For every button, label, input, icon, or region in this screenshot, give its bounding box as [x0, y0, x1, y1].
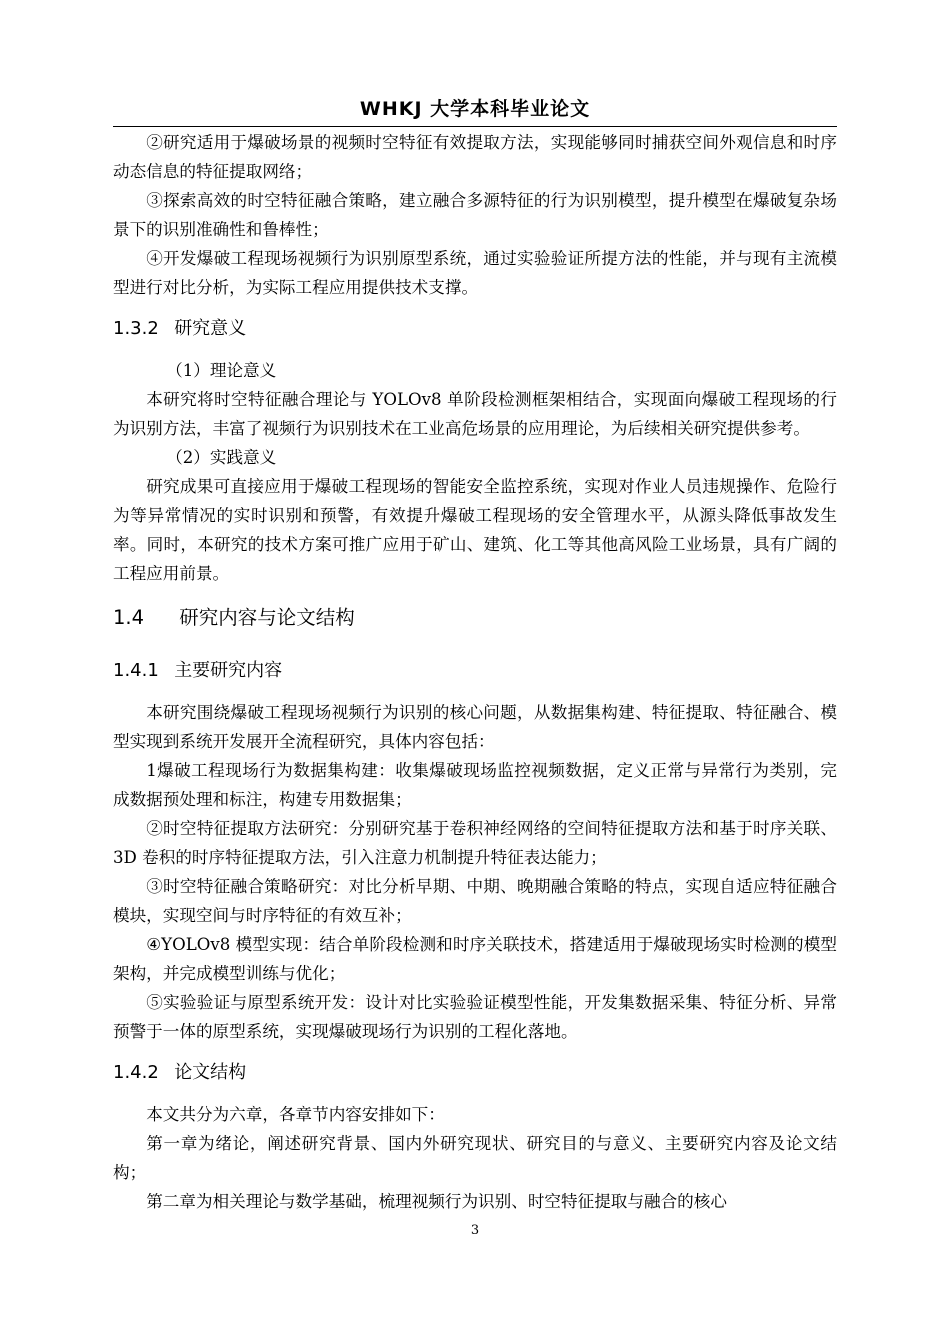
paragraph-practice: 研究成果可直接应用于爆破工程现场的智能安全监控系统，实现对作业人员违规操作、危险行为等异常情况的实时识别和预警，有效提升爆破工程现场的安全管理水平，从源头降低事故发生率。同时，本研究的技术方案可推广应用于矿山、建筑、化工等其他高风险工业场景，具有广阔的工程应用前景。: [113, 477, 837, 583]
header-title: WHKJ 大学本科毕业论文: [359, 98, 591, 120]
section-number: 1.3.2: [113, 318, 159, 339]
section-title: 研究意义: [174, 318, 247, 339]
paragraph-chapter-1: 第一章为绪论，阐述研究背景、国内外研究现状、研究目的与意义、主要研究内容及论文结构；: [113, 1134, 837, 1182]
section-title: 主要研究内容: [174, 660, 283, 681]
document-body: [113, 128, 837, 1216]
page-header: [113, 92, 837, 127]
section-number: 1.4: [113, 606, 145, 629]
section-heading-1-4-2: [113, 1046, 837, 1100]
paragraph-content-5: ⑤实验验证与原型系统开发：设计对比实验验证模型性能，开发集数据采集、特征分析、异常预警于一体的原型系统，实现爆破现场行为识别的工程化落地。: [113, 993, 837, 1041]
paragraph-objective-2: ②研究适用于爆破场景的视频时空特征有效提取方法，实现能够同时捕获空间外观信息和时序动态信息的特征提取网络；: [113, 133, 837, 181]
paragraph-structure-intro: 本文共分为六章，各章节内容安排如下：: [146, 1105, 445, 1124]
section-number: 1.4.2: [113, 1062, 159, 1083]
paragraph-objective-3: ③探索高效的时空特征融合策略，建立融合多源特征的行为识别模型，提升模型在爆破复杂场景下的识别准确性和鲁棒性；: [113, 191, 837, 239]
section-number: 1.4.1: [113, 660, 159, 681]
section-heading-1-3-2: [113, 302, 837, 356]
paragraph-content-4: ④YOLOv8 模型实现：结合单阶段检测和时序关联技术，搭建适用于爆破现场实时检测的模型架构，并完成模型训练与优化；: [113, 935, 837, 983]
section-heading-1-4: [113, 588, 837, 644]
paragraph-content-1: 1爆破工程现场行为数据集构建：收集爆破现场监控视频数据，定义正常与异常行为类别，完成数据预处理和标注，构建专用数据集；: [113, 761, 837, 809]
subheading-theory: （1）理论意义: [166, 361, 277, 380]
section-title: 论文结构: [174, 1062, 247, 1083]
page-number: 3: [470, 1223, 480, 1238]
paragraph-content-3: ③时空特征融合策略研究：对比分析早期、中期、晚期融合策略的特点，实现自适应特征融合模块，实现空间与时序特征的有效互补；: [113, 877, 837, 925]
section-title: 研究内容与论文结构: [179, 606, 355, 629]
paragraph-theory: 本研究将时空特征融合理论与 YOLOv8 单阶段检测框架相结合，实现面向爆破工程现场的行为识别方法，丰富了视频行为识别技术在工业高危场景的应用理论，为后续相关研究提供参考。: [113, 390, 837, 438]
paragraph-content-2: ②时空特征提取方法研究：分别研究基于卷积神经网络的空间特征提取方法和基于时序关联、3D 卷积的时序特征提取方法，引入注意力机制提升特征表达能力；: [113, 819, 837, 867]
subheading-practice: （2）实践意义: [166, 448, 277, 467]
paragraph-chapter-2: 第二章为相关理论与数学基础，梳理视频行为识别、时空特征提取与融合的核心: [146, 1192, 727, 1211]
section-heading-1-4-1: [113, 644, 837, 698]
paragraph-content-intro: 本研究围绕爆破工程现场视频行为识别的核心问题，从数据集构建、特征提取、特征融合、模型实现到系统开发展开全流程研究，具体内容包括：: [113, 703, 837, 751]
paragraph-objective-4: ④开发爆破工程现场视频行为识别原型系统，通过实验验证所提方法的性能，并与现有主流模型进行对比分析，为实际工程应用提供技术支撑。: [113, 249, 837, 297]
